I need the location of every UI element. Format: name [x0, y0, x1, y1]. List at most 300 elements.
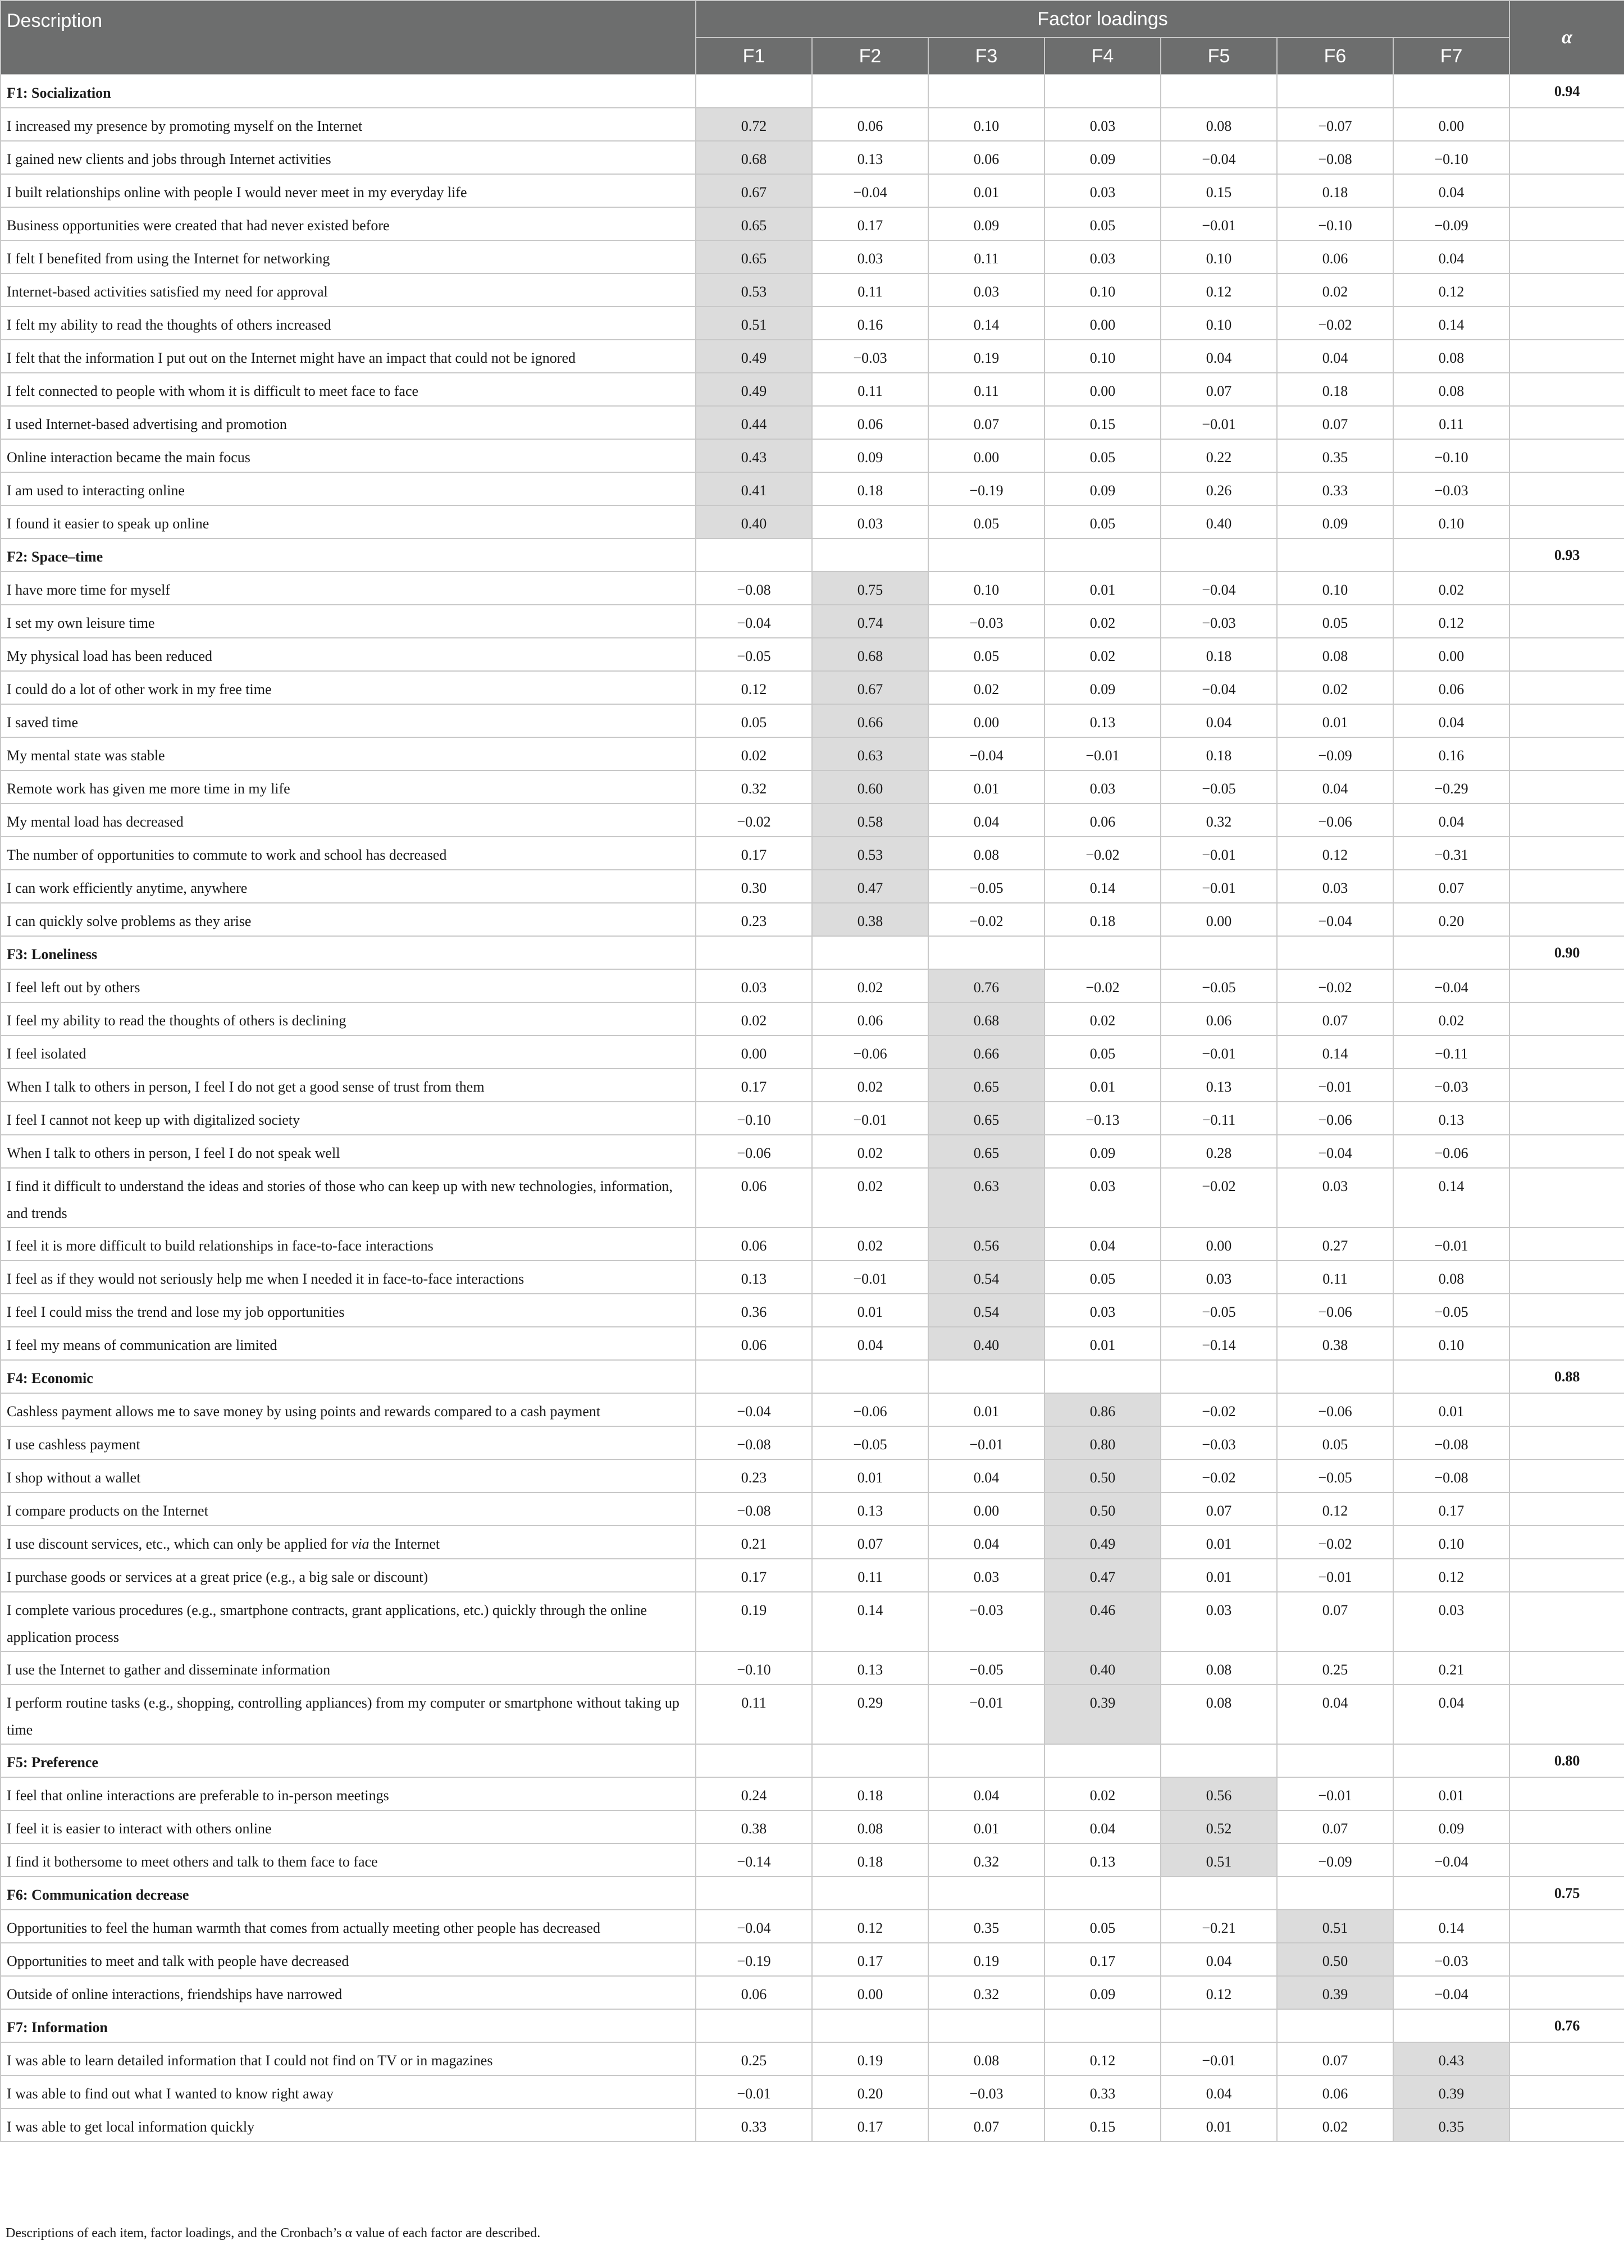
loading-cell-f6: 0.07 [1277, 1592, 1393, 1651]
loading-cell-f5: 0.08 [1161, 1651, 1277, 1685]
item-description: I find it bothersome to meet others and talk to them face to face [1, 1843, 696, 1877]
loading-cell-f4: 0.39 [1044, 1685, 1161, 1744]
empty-cell [1393, 1877, 1509, 1910]
loading-cell-f6: 0.05 [1277, 605, 1393, 638]
empty-cell [1161, 75, 1277, 108]
loading-cell-f7: 0.39 [1393, 2075, 1509, 2109]
empty-cell [812, 936, 928, 969]
empty-cell [1161, 936, 1277, 969]
empty-alpha-cell [1509, 1843, 1624, 1877]
table-row [1, 1102, 1624, 1135]
loading-cell-f5: 0.56 [1161, 1777, 1277, 1810]
loading-cell-f1: −0.06 [696, 1135, 812, 1168]
item-description: I feel as if they would not seriously help me when I needed it in face-to-face interactions [1, 1261, 696, 1294]
table-row [1, 207, 1624, 240]
loading-cell-f3: 0.04 [928, 1459, 1044, 1493]
empty-cell [812, 75, 928, 108]
loading-cell-f7: 0.12 [1393, 605, 1509, 638]
loading-cell-f3: 0.03 [928, 273, 1044, 307]
loading-cell-f2: −0.01 [812, 1261, 928, 1294]
table-row [1, 770, 1624, 804]
loading-cell-f6: −0.06 [1277, 804, 1393, 837]
empty-alpha-cell [1509, 141, 1624, 174]
loading-cell-f3: 0.08 [928, 2042, 1044, 2075]
item-description: I feel that online interactions are preferable to in-person meetings [1, 1777, 696, 1810]
empty-alpha-cell [1509, 2075, 1624, 2109]
table-row [1, 1327, 1624, 1360]
loading-cell-f4: 0.03 [1044, 1294, 1161, 1327]
empty-alpha-cell [1509, 1493, 1624, 1526]
empty-alpha-cell [1509, 373, 1624, 406]
empty-cell [1277, 1360, 1393, 1393]
loading-cell-f4: 0.03 [1044, 108, 1161, 141]
empty-cell [1044, 1360, 1161, 1393]
item-description: I find it difficult to understand the ideas and stories of those who can keep up with new technologies, information, and trends [1, 1168, 696, 1227]
empty-alpha-cell [1509, 1459, 1624, 1493]
table-row [1, 1261, 1624, 1294]
loading-cell-f6: 0.09 [1277, 505, 1393, 539]
loading-cell-f5: 0.04 [1161, 340, 1277, 373]
loading-cell-f4: 0.03 [1044, 770, 1161, 804]
loading-cell-f5: 0.10 [1161, 240, 1277, 273]
loading-cell-f7: 0.04 [1393, 704, 1509, 737]
table-row [1, 903, 1624, 936]
loading-cell-f1: 0.44 [696, 406, 812, 439]
loading-cell-f2: 0.08 [812, 1810, 928, 1843]
loading-cell-f1: −0.02 [696, 804, 812, 837]
loading-cell-f4: 0.00 [1044, 373, 1161, 406]
loading-cell-f7: −0.08 [1393, 1459, 1509, 1493]
table-row [1, 1493, 1624, 1526]
section-row [1, 1744, 1624, 1777]
loading-cell-f2: 0.60 [812, 770, 928, 804]
item-description: I use discount services, etc., which can only be applied for via the Internet [1, 1526, 696, 1559]
item-description: I was able to learn detailed information that I could not find on TV or in magazines [1, 2042, 696, 2075]
table-row [1, 108, 1624, 141]
factor-header-f1: F1 [696, 38, 812, 75]
loading-cell-f4: 0.09 [1044, 1976, 1161, 2009]
loading-cell-f3: −0.03 [928, 605, 1044, 638]
loading-cell-f3: −0.01 [928, 1685, 1044, 1744]
table-row [1, 1227, 1624, 1261]
item-description: I saved time [1, 704, 696, 737]
loading-cell-f5: 0.04 [1161, 1943, 1277, 1976]
loading-cell-f4: 0.00 [1044, 307, 1161, 340]
loading-cell-f6: −0.02 [1277, 969, 1393, 1002]
loading-cell-f4: −0.13 [1044, 1102, 1161, 1135]
loading-cell-f5: 0.00 [1161, 1227, 1277, 1261]
loading-cell-f2: 0.53 [812, 837, 928, 870]
loading-cell-f7: 0.07 [1393, 870, 1509, 903]
empty-cell [1161, 539, 1277, 572]
empty-cell [1161, 1744, 1277, 1777]
loading-cell-f1: −0.14 [696, 1843, 812, 1877]
factor-header-f2: F2 [812, 38, 928, 75]
loading-cell-f7: 0.20 [1393, 903, 1509, 936]
empty-alpha-cell [1509, 1227, 1624, 1261]
loading-cell-f1: 0.05 [696, 704, 812, 737]
empty-cell [928, 1877, 1044, 1910]
loading-cell-f1: 0.06 [696, 1327, 812, 1360]
table-row [1, 340, 1624, 373]
cronbach-alpha-value: 0.80 [1509, 1744, 1624, 1777]
loading-cell-f7: −0.10 [1393, 141, 1509, 174]
loading-cell-f3: 0.04 [928, 1526, 1044, 1559]
table-row [1, 1526, 1624, 1559]
loading-cell-f7: −0.03 [1393, 472, 1509, 505]
loading-cell-f6: −0.01 [1277, 1559, 1393, 1592]
loading-cell-f6: 0.35 [1277, 439, 1393, 472]
loading-cell-f3: 0.14 [928, 307, 1044, 340]
table-row [1, 1651, 1624, 1685]
item-description: I felt my ability to read the thoughts of others increased [1, 307, 696, 340]
loading-cell-f3: 0.40 [928, 1327, 1044, 1360]
section-title: F5: Preference [1, 1744, 696, 1777]
empty-cell [1044, 936, 1161, 969]
empty-alpha-cell [1509, 1069, 1624, 1102]
empty-alpha-cell [1509, 1976, 1624, 2009]
loading-cell-f6: 0.10 [1277, 572, 1393, 605]
loading-cell-f3: 0.05 [928, 505, 1044, 539]
loading-cell-f5: 0.12 [1161, 1976, 1277, 2009]
loading-cell-f4: 0.10 [1044, 273, 1161, 307]
loading-cell-f1: −0.10 [696, 1651, 812, 1685]
loading-cell-f3: 0.06 [928, 141, 1044, 174]
loading-cell-f1: 0.06 [696, 1168, 812, 1227]
table-row [1, 174, 1624, 207]
table-row [1, 406, 1624, 439]
loading-cell-f1: 0.65 [696, 207, 812, 240]
loading-cell-f6: 0.07 [1277, 2042, 1393, 2075]
loading-cell-f4: 0.47 [1044, 1559, 1161, 1592]
loading-cell-f1: 0.00 [696, 1035, 812, 1069]
loading-cell-f6: 0.39 [1277, 1976, 1393, 2009]
table-row [1, 307, 1624, 340]
loading-cell-f2: 0.13 [812, 1651, 928, 1685]
empty-alpha-cell [1509, 1559, 1624, 1592]
loading-cell-f6: −0.09 [1277, 1843, 1393, 1877]
loading-cell-f5: −0.05 [1161, 770, 1277, 804]
table-row [1, 1685, 1624, 1744]
loading-cell-f1: 0.23 [696, 903, 812, 936]
loading-cell-f1: −0.08 [696, 572, 812, 605]
loading-cell-f4: −0.02 [1044, 837, 1161, 870]
loading-cell-f2: 0.18 [812, 1843, 928, 1877]
empty-cell [1277, 1877, 1393, 1910]
table-row [1, 472, 1624, 505]
loading-cell-f2: 0.17 [812, 2109, 928, 2142]
loading-cell-f3: 0.07 [928, 406, 1044, 439]
loading-cell-f5: 0.12 [1161, 273, 1277, 307]
item-description: I complete various procedures (e.g., smartphone contracts, grant applications, etc.) quickly through the online application process [1, 1592, 696, 1651]
loading-cell-f3: 0.19 [928, 340, 1044, 373]
loading-cell-f7: 0.16 [1393, 737, 1509, 770]
loading-cell-f5: 0.00 [1161, 903, 1277, 936]
loading-cell-f2: 0.14 [812, 1592, 928, 1651]
loading-cell-f1: −0.08 [696, 1426, 812, 1459]
loading-cell-f4: 0.10 [1044, 340, 1161, 373]
empty-alpha-cell [1509, 1777, 1624, 1810]
loading-cell-f2: 0.06 [812, 108, 928, 141]
loading-cell-f6: 0.12 [1277, 1493, 1393, 1526]
loading-cell-f4: 0.09 [1044, 141, 1161, 174]
loading-cell-f4: 0.06 [1044, 804, 1161, 837]
loading-cell-f6: 0.14 [1277, 1035, 1393, 1069]
loading-cell-f1: 0.43 [696, 439, 812, 472]
loading-cell-f4: 0.02 [1044, 638, 1161, 671]
loading-cell-f2: 0.06 [812, 1002, 928, 1035]
empty-cell [812, 539, 928, 572]
loading-cell-f5: 0.10 [1161, 307, 1277, 340]
empty-alpha-cell [1509, 207, 1624, 240]
loading-cell-f4: 0.46 [1044, 1592, 1161, 1651]
loading-cell-f3: 0.02 [928, 671, 1044, 704]
empty-alpha-cell [1509, 1651, 1624, 1685]
loading-cell-f7: 0.12 [1393, 273, 1509, 307]
empty-alpha-cell [1509, 1943, 1624, 1976]
loading-cell-f6: 0.50 [1277, 1943, 1393, 1976]
loading-cell-f3: 0.04 [928, 1777, 1044, 1810]
factor-header-f4: F4 [1044, 38, 1161, 75]
empty-alpha-cell [1509, 1393, 1624, 1426]
empty-alpha-cell [1509, 605, 1624, 638]
loading-cell-f7: 0.03 [1393, 1592, 1509, 1651]
item-description: Cashless payment allows me to save money by using points and rewards compared to a cash payment [1, 1393, 696, 1426]
table-row [1, 870, 1624, 903]
item-description: I feel I could miss the trend and lose my job opportunities [1, 1294, 696, 1327]
loading-cell-f2: 0.16 [812, 307, 928, 340]
empty-alpha-cell [1509, 671, 1624, 704]
loading-cell-f6: 0.02 [1277, 2109, 1393, 2142]
loading-cell-f3: 0.10 [928, 572, 1044, 605]
loading-cell-f2: 0.29 [812, 1685, 928, 1744]
loading-cell-f2: 0.02 [812, 1227, 928, 1261]
loading-cell-f7: 0.02 [1393, 1002, 1509, 1035]
loading-cell-f2: 0.67 [812, 671, 928, 704]
empty-cell [696, 2009, 812, 2042]
loading-cell-f1: −0.04 [696, 605, 812, 638]
loading-cell-f7: 0.14 [1393, 1168, 1509, 1227]
empty-alpha-cell [1509, 770, 1624, 804]
empty-cell [1161, 1877, 1277, 1910]
loading-cell-f1: 0.36 [696, 1294, 812, 1327]
loading-cell-f2: 0.19 [812, 2042, 928, 2075]
section-row [1, 1877, 1624, 1910]
loading-cell-f1: 0.38 [696, 1810, 812, 1843]
loading-cell-f3: 0.10 [928, 108, 1044, 141]
empty-cell [1044, 1744, 1161, 1777]
loading-cell-f5: 0.51 [1161, 1843, 1277, 1877]
loading-cell-f1: 0.53 [696, 273, 812, 307]
loading-cell-f2: 0.17 [812, 207, 928, 240]
empty-alpha-cell [1509, 505, 1624, 539]
loading-cell-f5: −0.04 [1161, 572, 1277, 605]
loading-cell-f4: 0.05 [1044, 207, 1161, 240]
loading-cell-f3: 0.35 [928, 1910, 1044, 1943]
loading-cell-f7: 0.21 [1393, 1651, 1509, 1685]
loading-cell-f4: 0.40 [1044, 1651, 1161, 1685]
loading-cell-f4: 0.50 [1044, 1459, 1161, 1493]
table-row [1, 2075, 1624, 2109]
loading-cell-f2: 0.02 [812, 1069, 928, 1102]
empty-alpha-cell [1509, 1810, 1624, 1843]
loading-cell-f4: 0.18 [1044, 903, 1161, 936]
loading-cell-f6: 0.05 [1277, 1426, 1393, 1459]
item-description: I feel my means of communication are limited [1, 1327, 696, 1360]
loading-cell-f6: 0.02 [1277, 273, 1393, 307]
empty-cell [812, 1360, 928, 1393]
loading-cell-f6: −0.02 [1277, 307, 1393, 340]
item-description: I gained new clients and jobs through Internet activities [1, 141, 696, 174]
loading-cell-f6: −0.05 [1277, 1459, 1393, 1493]
loading-cell-f5: 0.04 [1161, 704, 1277, 737]
loading-cell-f4: 0.09 [1044, 671, 1161, 704]
empty-alpha-cell [1509, 1592, 1624, 1651]
factor-header-f7: F7 [1393, 38, 1509, 75]
loading-cell-f2: 0.02 [812, 1135, 928, 1168]
cronbach-alpha-value: 0.93 [1509, 539, 1624, 572]
loading-cell-f5: 0.13 [1161, 1069, 1277, 1102]
loading-cell-f1: −0.08 [696, 1493, 812, 1526]
loading-cell-f2: −0.04 [812, 174, 928, 207]
loading-cell-f4: 0.12 [1044, 2042, 1161, 2075]
empty-cell [928, 936, 1044, 969]
loading-cell-f5: 0.18 [1161, 638, 1277, 671]
empty-alpha-cell [1509, 439, 1624, 472]
alpha-header: α [1509, 1, 1624, 75]
loading-cell-f3: 0.65 [928, 1069, 1044, 1102]
loading-cell-f7: −0.31 [1393, 837, 1509, 870]
empty-alpha-cell [1509, 2042, 1624, 2075]
item-description: I use cashless payment [1, 1426, 696, 1459]
loading-cell-f3: −0.03 [928, 1592, 1044, 1651]
table-row [1, 1294, 1624, 1327]
loading-cell-f7: 0.14 [1393, 307, 1509, 340]
loading-cell-f1: 0.32 [696, 770, 812, 804]
loading-cell-f4: 0.05 [1044, 1035, 1161, 1069]
loading-cell-f5: 0.06 [1161, 1002, 1277, 1035]
item-description: Opportunities to meet and talk with people have decreased [1, 1943, 696, 1976]
empty-cell [1393, 1744, 1509, 1777]
item-description: I used Internet-based advertising and promotion [1, 406, 696, 439]
loading-cell-f3: 0.65 [928, 1135, 1044, 1168]
loading-cell-f6: −0.06 [1277, 1102, 1393, 1135]
loading-cell-f4: 0.13 [1044, 704, 1161, 737]
empty-cell [696, 75, 812, 108]
empty-cell [1277, 1744, 1393, 1777]
loading-cell-f5: 0.22 [1161, 439, 1277, 472]
loading-cell-f6: 0.01 [1277, 704, 1393, 737]
loading-cell-f3: −0.05 [928, 1651, 1044, 1685]
loading-cell-f4: 0.15 [1044, 2109, 1161, 2142]
factor-header-f3: F3 [928, 38, 1044, 75]
section-title: F4: Economic [1, 1360, 696, 1393]
loading-cell-f5: −0.05 [1161, 1294, 1277, 1327]
table-row [1, 141, 1624, 174]
table-row [1, 1035, 1624, 1069]
loading-cell-f5: −0.01 [1161, 1035, 1277, 1069]
empty-alpha-cell [1509, 1327, 1624, 1360]
cronbach-alpha-value: 0.75 [1509, 1877, 1624, 1910]
loading-cell-f2: −0.06 [812, 1035, 928, 1069]
loading-cell-f5: 0.15 [1161, 174, 1277, 207]
loading-cell-f4: 0.01 [1044, 1327, 1161, 1360]
loading-cell-f3: 0.68 [928, 1002, 1044, 1035]
loading-cell-f3: 0.19 [928, 1943, 1044, 1976]
item-description: I built relationships online with people I would never meet in my everyday life [1, 174, 696, 207]
empty-cell [696, 1360, 812, 1393]
loading-cell-f6: −0.06 [1277, 1393, 1393, 1426]
section-title: F1: Socialization [1, 75, 696, 108]
item-description: I compare products on the Internet [1, 1493, 696, 1526]
empty-alpha-cell [1509, 704, 1624, 737]
loading-cell-f1: 0.19 [696, 1592, 812, 1651]
table-row [1, 1559, 1624, 1592]
table-row [1, 1777, 1624, 1810]
loading-cell-f6: −0.04 [1277, 1135, 1393, 1168]
description-header: Description [1, 1, 696, 75]
loading-cell-f5: −0.11 [1161, 1102, 1277, 1135]
loading-cell-f7: 0.02 [1393, 572, 1509, 605]
table-row [1, 240, 1624, 273]
loading-cell-f7: −0.06 [1393, 1135, 1509, 1168]
loading-cell-f2: 0.12 [812, 1910, 928, 1943]
empty-alpha-cell [1509, 1002, 1624, 1035]
loading-cell-f1: 0.49 [696, 340, 812, 373]
loading-cell-f1: 0.21 [696, 1526, 812, 1559]
loading-cell-f4: 0.01 [1044, 1069, 1161, 1102]
loading-cell-f1: 0.72 [696, 108, 812, 141]
item-description: When I talk to others in person, I feel I do not get a good sense of trust from them [1, 1069, 696, 1102]
loading-cell-f5: −0.21 [1161, 1910, 1277, 1943]
item-description: My physical load has been reduced [1, 638, 696, 671]
loading-cell-f5: 0.03 [1161, 1261, 1277, 1294]
item-description: I purchase goods or services at a great price (e.g., a big sale or discount) [1, 1559, 696, 1592]
table-row [1, 505, 1624, 539]
loading-cell-f1: 0.24 [696, 1777, 812, 1810]
loading-cell-f5: −0.02 [1161, 1459, 1277, 1493]
loading-cell-f5: −0.05 [1161, 969, 1277, 1002]
loading-cell-f7: 0.35 [1393, 2109, 1509, 2142]
loading-cell-f4: 0.09 [1044, 472, 1161, 505]
item-description: I felt I benefited from using the Internet for networking [1, 240, 696, 273]
loading-cell-f5: −0.03 [1161, 605, 1277, 638]
item-description: Online interaction became the main focus [1, 439, 696, 472]
loading-cell-f7: 0.08 [1393, 373, 1509, 406]
loading-cell-f5: 0.18 [1161, 737, 1277, 770]
empty-cell [1044, 1877, 1161, 1910]
loading-cell-f6: 0.04 [1277, 340, 1393, 373]
empty-cell [928, 539, 1044, 572]
loading-cell-f2: 0.18 [812, 472, 928, 505]
loading-cell-f3: 0.09 [928, 207, 1044, 240]
loading-cell-f3: −0.05 [928, 870, 1044, 903]
empty-cell [1044, 2009, 1161, 2042]
loading-cell-f7: 0.17 [1393, 1493, 1509, 1526]
loading-cell-f3: 0.00 [928, 704, 1044, 737]
loading-cell-f6: 0.04 [1277, 1685, 1393, 1744]
loading-cell-f6: −0.09 [1277, 737, 1393, 770]
loading-cell-f7: −0.03 [1393, 1943, 1509, 1976]
loading-cell-f2: −0.03 [812, 340, 928, 373]
loading-cell-f7: 0.04 [1393, 174, 1509, 207]
loading-cell-f7: 0.10 [1393, 505, 1509, 539]
loading-cell-f1: 0.02 [696, 1002, 812, 1035]
loading-cell-f4: 0.05 [1044, 1261, 1161, 1294]
table-row [1, 969, 1624, 1002]
item-description: When I talk to others in person, I feel I do not speak well [1, 1135, 696, 1168]
loading-cell-f6: −0.02 [1277, 1526, 1393, 1559]
